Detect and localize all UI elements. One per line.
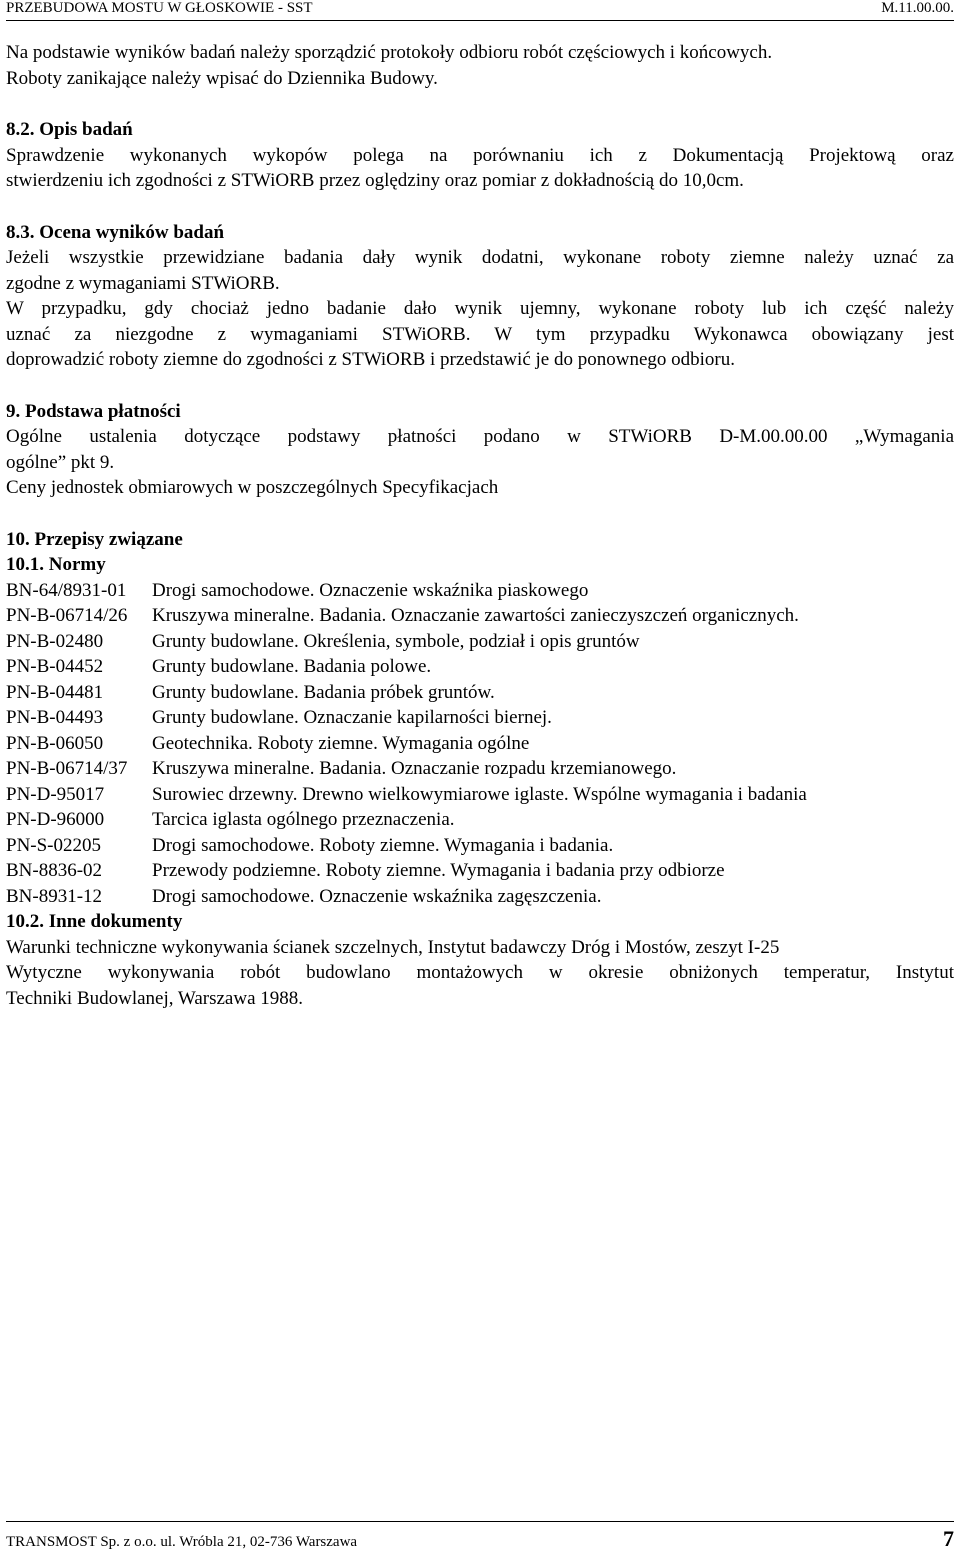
intro-line-2: Roboty zanikające należy wpisać do Dziennika Budowy. (6, 67, 438, 89)
section-8-3-heading: 8.3. Ocena wyników badań (6, 221, 225, 243)
other-doc-1: Warunki techniczne wykonywania ścianek szczelnych, Instytut badawczy Dróg i Mostów, zeszyt I-25 (6, 936, 780, 958)
document-body (6, 40, 954, 1011)
company-address: TRANSMOST Sp. z o.o. ul. Wróbla 21, 02-736 Warszawa (6, 1534, 358, 1550)
section-9-line-1: Ogólne ustalenia dotyczące podstawy płatności podano w STWiORB D-M.00.00.00 „Wymagania (6, 426, 954, 447)
norm-description: Drogi samochodowe. Oznaczenie wskaźnika piaskowego (152, 579, 589, 601)
section-9-heading: 9. Podstawa płatności (6, 400, 181, 422)
norm-row (6, 884, 954, 910)
norm-description: Drogi samochodowe. Roboty ziemne. Wymagania i badania. (152, 834, 614, 856)
norm-row (6, 603, 954, 629)
other-doc-2-line-1: Wytyczne wykonywania robót budowlano montażowych w okresie obniżonych temperatur, Instytut (6, 962, 954, 983)
norm-code: PN-B-06714/26 (6, 605, 128, 626)
norm-description: Grunty budowlane. Oznaczanie kapilarności biernej. (152, 707, 552, 728)
norm-row (6, 756, 954, 782)
norm-code: BN-64/8931-01 (6, 579, 127, 601)
norm-description: Kruszywa mineralne. Badania. Oznaczanie zawartości zanieczyszczeń organicznych. (152, 605, 799, 626)
norm-row (6, 731, 954, 757)
page-number: 7 (943, 1526, 954, 1551)
section-10-1-heading: 10.1. Normy (6, 554, 106, 575)
norm-description: Grunty budowlane. Badania polowe. (152, 656, 432, 677)
norm-code: PN-B-04493 (6, 707, 104, 728)
norm-description: Surowiec drzewny. Drewno wielkowymiarowe iglaste. Wspólne wymagania i badania (152, 783, 807, 805)
section-8-3-p1-line-1: Jeżeli wszystkie przewidziane badania dały wynik dodatni, wykonane roboty ziemne należy uznać za (6, 247, 954, 268)
norm-description: Tarcica iglasta ogólnego przeznaczenia. (152, 809, 455, 830)
section-8-3-p2-line-2: uznać za niezgodne z wymaganiami STWiORB. W tym przypadku Wykonawca obowiązany jest (6, 323, 954, 345)
norm-description: Geotechnika. Roboty ziemne. Wymagania ogólne (152, 732, 530, 754)
section-8-3-p2-line-1: W przypadku, gdy chociaż jedno badanie dało wynik ujemny, wykonane roboty lub ich część należy (6, 298, 954, 319)
norm-description: Przewody podziemne. Roboty ziemne. Wymagania i badania przy odbiorze (152, 860, 725, 881)
section-8-2-heading: 8.2. Opis badań (6, 119, 133, 140)
norm-description: Kruszywa mineralne. Badania. Oznaczanie rozpadu krzemianowego. (152, 758, 677, 779)
norm-row (6, 833, 954, 859)
norm-code: PN-B-02480 (6, 630, 104, 652)
section-8-2-line-2: stwierdzeniu ich zgodności z STWiORB przez oględziny oraz pomiar z dokładnością do 10,0cm. (6, 170, 744, 191)
norm-code: PN-B-04481 (6, 681, 104, 703)
section-10-2-heading: 10.2. Inne dokumenty (6, 911, 183, 932)
section-10-heading: 10. Przepisy związane (6, 528, 183, 550)
page-header (6, 0, 954, 21)
norm-row (6, 680, 954, 706)
section-9-line-2: ogólne” pkt 9. (6, 451, 115, 473)
norm-row (6, 578, 954, 604)
intro-line-1: Na podstawie wyników badań należy sporządzić protokoły odbioru robót częściowych i końcowych. (6, 42, 773, 63)
document-code: M.11.00.00. (881, 0, 954, 16)
norm-code: PN-S-02205 (6, 834, 102, 856)
norm-description: Grunty budowlane. Określenia, symbole, podział i opis gruntów (152, 630, 640, 652)
norm-code: PN-B-06050 (6, 732, 104, 754)
page-footer (6, 1521, 954, 1556)
norm-code: PN-D-95017 (6, 783, 105, 805)
document-title: PRZEBUDOWA MOSTU W GŁOSKOWIE - SST (6, 0, 313, 16)
other-doc-2-line-2: Techniki Budowlanej, Warszawa 1988. (6, 987, 304, 1009)
norm-code: PN-D-96000 (6, 809, 105, 830)
norm-row (6, 807, 954, 833)
section-9-line-3: Ceny jednostek obmiarowych w poszczególnych Specyfikacjach (6, 477, 499, 498)
norm-row (6, 654, 954, 680)
norm-row (6, 629, 954, 655)
norm-code: BN-8931-12 (6, 885, 103, 907)
norm-description: Drogi samochodowe. Oznaczenie wskaźnika zagęszczenia. (152, 885, 602, 907)
norm-row (6, 858, 954, 884)
section-8-2-line-1: Sprawdzenie wykonanych wykopów polega na porównaniu ich z Dokumentacją Projektową oraz (6, 144, 954, 166)
norms-list (6, 578, 954, 910)
norm-row (6, 705, 954, 731)
norm-code: PN-B-04452 (6, 656, 104, 677)
norm-row (6, 782, 954, 808)
norm-code: PN-B-06714/37 (6, 758, 128, 779)
norm-code: BN-8836-02 (6, 860, 103, 881)
norm-description: Grunty budowlane. Badania próbek gruntów. (152, 681, 495, 703)
section-8-3-p1-line-2: zgodne z wymaganiami STWiORB. (6, 272, 280, 294)
section-8-3-p2-line-3: doprowadzić roboty ziemne do zgodności z STWiORB i przedstawić je do ponownego odbioru. (6, 349, 735, 370)
